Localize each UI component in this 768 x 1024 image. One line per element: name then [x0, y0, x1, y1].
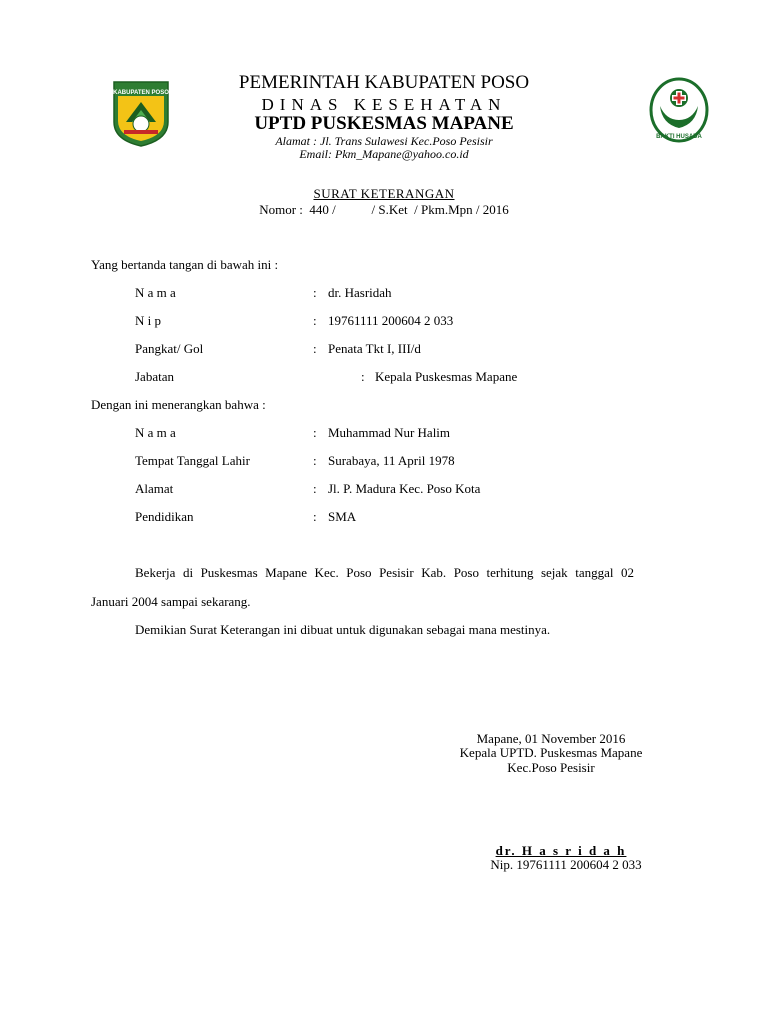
signatory-position-label: Jabatan: [135, 369, 174, 384]
letter-number: Nomor : 440 / / S.Ket / Pkm.Mpn / 2016: [259, 202, 509, 217]
signatory-nip-label: N i p: [135, 313, 161, 328]
subject-education-label: Pendidikan: [135, 509, 194, 524]
signatory-name-value: dr. Hasridah: [328, 285, 392, 300]
signatory-rank-label: Pangkat/ Gol: [135, 341, 204, 356]
letterhead-institution: UPTD PUSKESMAS MAPANE: [254, 113, 514, 134]
signatory-nip: Nip. 19761111 200604 2 033: [490, 857, 642, 872]
subject-birth-value: Surabaya, 11 April 1978: [328, 453, 455, 468]
signatory-rank-value: Penata Tkt I, III/d: [328, 341, 421, 356]
body-paragraph-line: Januari 2004 sampai sekarang.: [91, 594, 251, 609]
colon: :: [313, 341, 317, 356]
colon: :: [361, 369, 365, 384]
signatory-name-label: N a m a: [135, 285, 176, 300]
subject-name-value: Muhammad Nur Halim: [328, 425, 451, 440]
body-paragraph-line: Bekerja di Puskesmas Mapane Kec. Poso Pesisir Kab. Poso terhitung sejak tanggal 02: [135, 565, 634, 580]
signature-position: Kepala UPTD. Puskesmas Mapane: [459, 745, 643, 760]
signatory-position-value: Kepala Puskesmas Mapane: [375, 369, 518, 384]
closing-paragraph: Demikian Surat Keterangan ini dibuat untuk digunakan sebagai mana mestinya.: [135, 622, 551, 637]
subject-education-value: SMA: [328, 509, 357, 524]
subject-address-label: Alamat: [135, 481, 174, 496]
letter-title: SURAT KETERANGAN: [313, 186, 455, 201]
letterhead-email: Email: Pkm_Mapane@yahoo.co.id: [299, 147, 469, 161]
colon: :: [313, 481, 317, 496]
signature-location: Kec.Poso Pesisir: [507, 760, 595, 775]
signature-place-date: Mapane, 01 November 2016: [476, 731, 626, 746]
signatory-intro: Yang bertanda tangan di bawah ini :: [91, 257, 279, 272]
subject-intro: Dengan ini menerangkan bahwa :: [91, 397, 266, 412]
subject-birth-label: Tempat Tanggal Lahir: [135, 453, 250, 468]
letterhead-department: DINAS KESEHATAN: [261, 95, 507, 114]
colon: :: [313, 285, 317, 300]
signatory-nip-value: 19761111 200604 2 033: [328, 313, 454, 328]
colon: :: [313, 453, 317, 468]
colon: :: [313, 425, 317, 440]
colon: :: [313, 509, 317, 524]
letterhead-government: PEMERINTAH KABUPATEN POSO: [238, 72, 530, 93]
logo-left-text: KABUPATEN POSO: [113, 90, 169, 96]
colon: :: [313, 313, 317, 328]
logo-right-text: BAKTI HUSADA: [656, 134, 702, 140]
letterhead-address: Alamat : Jl. Trans Sulawesi Kec.Poso Pesisir: [275, 134, 493, 148]
subject-address-value: Jl. P. Madura Kec. Poso Kota: [328, 481, 481, 496]
subject-name-label: N a m a: [135, 425, 176, 440]
signatory-name: dr. H a s r i d a h: [495, 843, 627, 858]
